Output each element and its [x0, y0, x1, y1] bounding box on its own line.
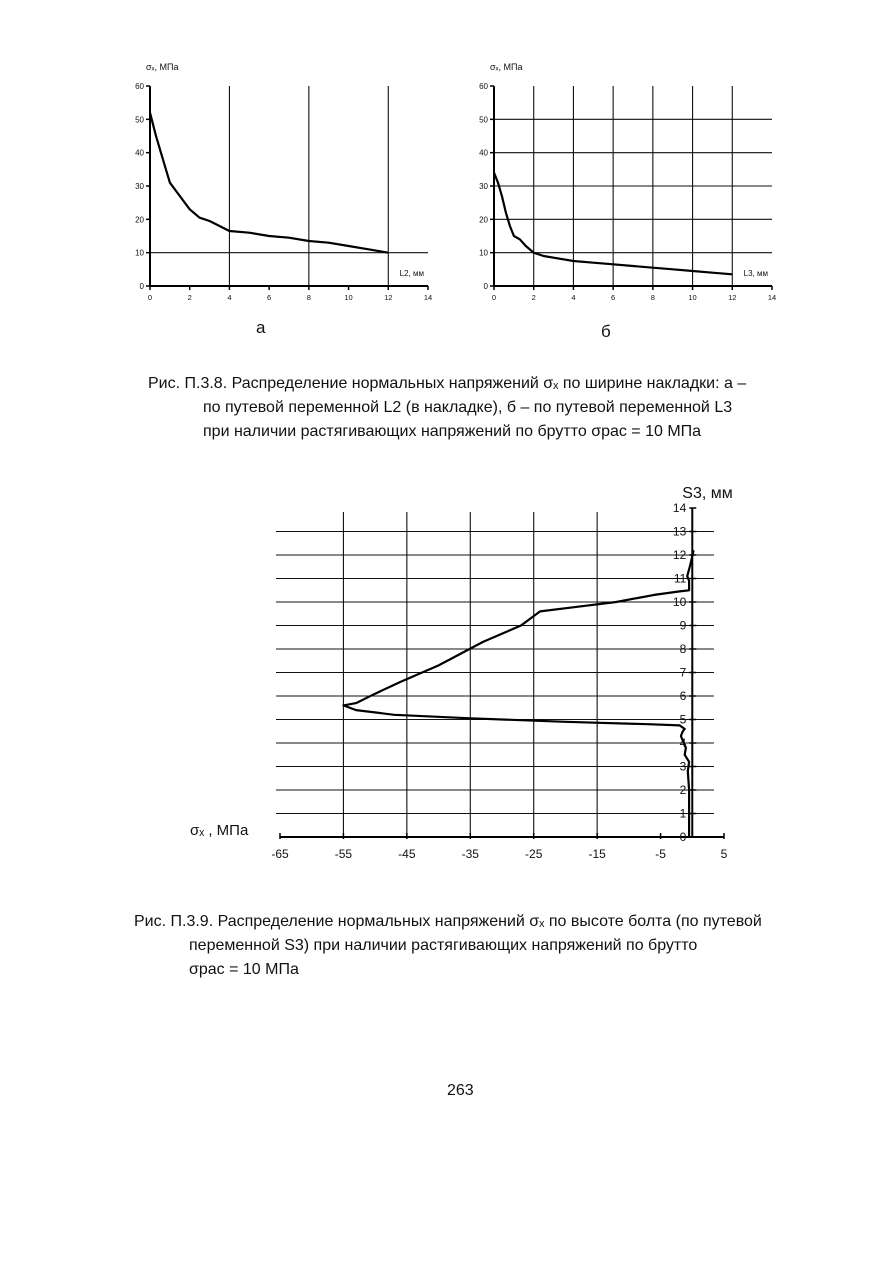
- y-tick-label: 0: [679, 830, 687, 844]
- chart-a: [128, 58, 448, 316]
- x-tick-label: -65: [271, 847, 289, 861]
- y-tick-label: 60: [135, 82, 144, 91]
- x-tick-label: 2: [187, 293, 192, 302]
- x-tick-label: 2: [531, 293, 536, 302]
- caption-line: Рис. П.3.9. Распределение нормальных напряжений σₓ по высоте болта (по путевой: [134, 913, 762, 930]
- y-tick-label: 50: [479, 115, 488, 125]
- y-tick-label: 10: [672, 595, 687, 609]
- y-tick-label: 13: [672, 524, 687, 539]
- chart-b: [472, 58, 792, 316]
- chart-c: [170, 478, 760, 863]
- series-line: [343, 550, 693, 837]
- x-tick-label: 4: [571, 293, 576, 302]
- x-tick-label: -15: [588, 847, 606, 861]
- y-tick-label: 4: [679, 736, 687, 750]
- chart-svg: [472, 58, 792, 316]
- subfigure-label-b: б: [601, 322, 611, 341]
- figure-caption-3-9: [134, 910, 814, 982]
- y-tick-label: 20: [479, 215, 488, 225]
- x-tick-label: 12: [384, 293, 393, 302]
- y-tick-label: 10: [479, 248, 488, 258]
- y-tick-label: 8: [679, 642, 687, 656]
- x-tick-label: 12: [728, 293, 737, 302]
- x-tick-label: 10: [688, 293, 697, 302]
- subfigure-label-a: а: [256, 318, 266, 337]
- y-tick-label: 20: [135, 215, 144, 225]
- x-tick-label: 6: [611, 293, 616, 302]
- y-tick-label: 0: [139, 282, 144, 291]
- x-tick-label: 0: [147, 293, 153, 302]
- y-tick-label: 7: [679, 665, 687, 680]
- x-tick-label: 0: [491, 293, 497, 302]
- page-number: 263: [447, 1082, 474, 1099]
- y-axis-label: σₓ, МПа: [146, 62, 179, 72]
- y-tick-label: 40: [135, 148, 144, 158]
- x-tick-label: -45: [398, 847, 416, 861]
- chart-svg: [128, 58, 448, 316]
- y-tick-label: 9: [679, 618, 687, 633]
- x-tick-label: -35: [461, 847, 479, 861]
- x-tick-label: -5: [655, 847, 666, 861]
- x-tick-label: 14: [767, 293, 777, 302]
- x-tick-label: 10: [344, 293, 353, 302]
- y-tick-label: 2: [679, 783, 687, 797]
- caption-line: Рис. П.3.8. Распределение нормальных напряжений σₓ по ширине накладки: а –: [148, 375, 747, 392]
- x-tick-label: 14: [423, 293, 433, 302]
- x-tick-label: -25: [525, 847, 543, 861]
- y-tick-label: 12: [672, 548, 687, 562]
- x-tick-label: 6: [267, 293, 272, 302]
- x-axis-label: L3, мм: [743, 269, 768, 278]
- series-line: [150, 113, 388, 253]
- y-tick-label: 50: [135, 115, 144, 125]
- y-tick-label: 40: [479, 148, 488, 158]
- y-axis-label: S3, мм: [682, 485, 733, 502]
- y-tick-label: 14: [672, 501, 687, 515]
- x-tick-label: 8: [650, 293, 655, 302]
- y-tick-label: 11: [673, 571, 687, 586]
- y-axis-label: σₓ, МПа: [490, 62, 523, 72]
- x-tick-label: 8: [306, 293, 311, 302]
- x-tick-label: 5: [720, 847, 728, 861]
- y-tick-label: 0: [483, 282, 488, 291]
- x-axis-label: σₓ , МПа: [190, 822, 249, 839]
- caption-line: по путевой переменной L2 (в накладке), б – по путевой переменной L3: [203, 399, 733, 416]
- x-tick-label: 4: [227, 293, 232, 302]
- y-tick-label: 1: [679, 806, 687, 821]
- y-tick-label: 10: [135, 248, 144, 258]
- y-tick-label: 6: [679, 689, 687, 703]
- chart-svg: [170, 478, 760, 863]
- x-tick-label: -55: [334, 847, 353, 861]
- y-tick-label: 5: [679, 712, 687, 727]
- y-tick-label: 30: [135, 182, 144, 191]
- caption-line: при наличии растягивающих напряжений по брутто σрас = 10 МПа: [203, 423, 702, 440]
- y-tick-label: 60: [479, 82, 488, 91]
- x-axis-label: L2, мм: [399, 269, 424, 278]
- caption-line: переменной S3) при наличии растягивающих напряжений по брутто: [189, 937, 698, 954]
- caption-line: σрас = 10 МПа: [189, 961, 299, 978]
- y-tick-label: 3: [679, 759, 687, 774]
- y-tick-label: 30: [479, 182, 488, 191]
- figure-caption-3-8: [148, 372, 788, 444]
